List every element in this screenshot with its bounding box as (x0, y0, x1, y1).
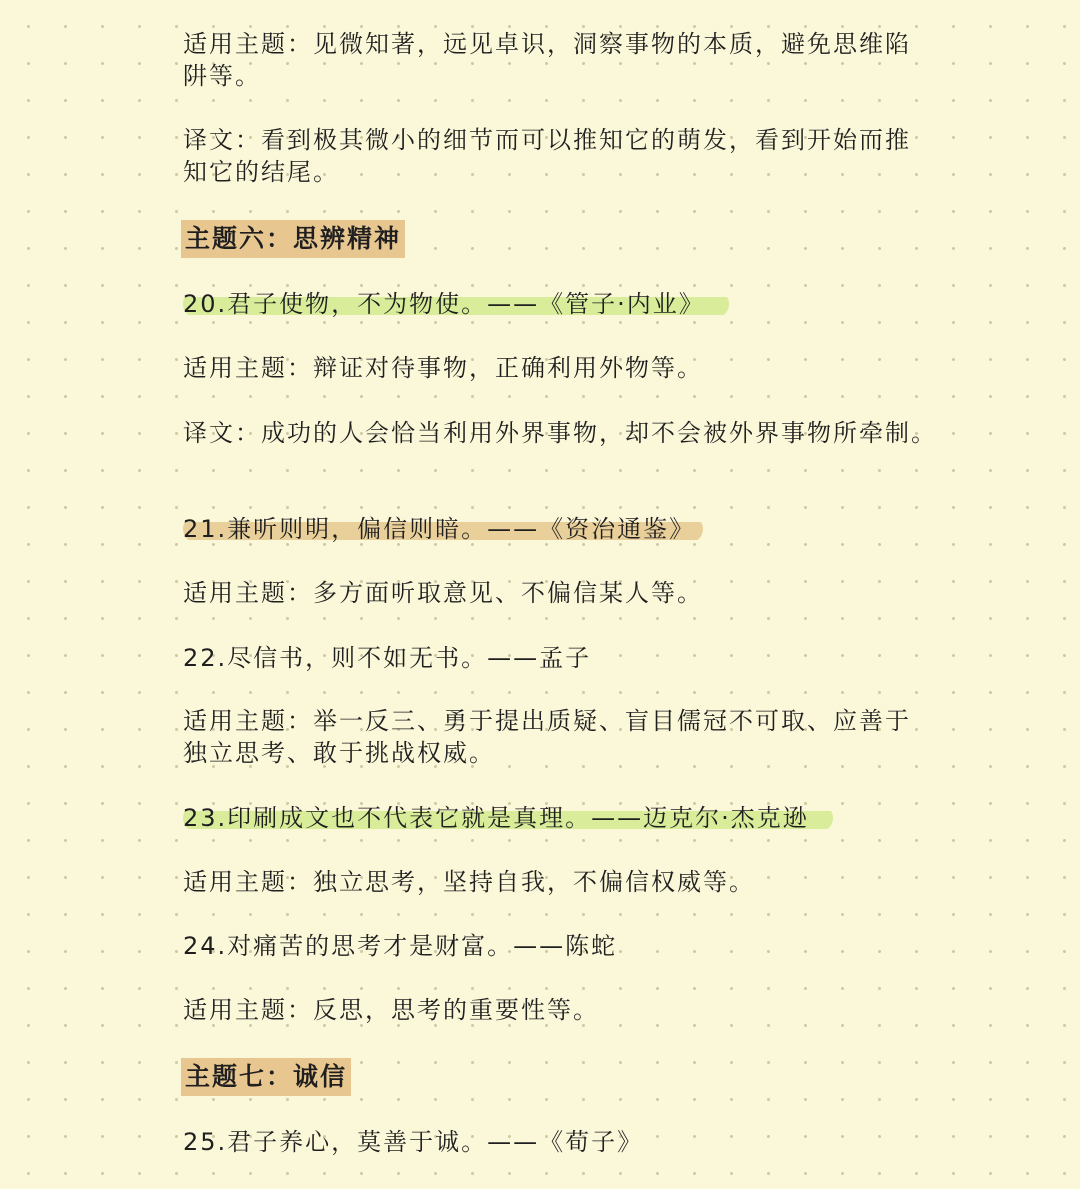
quote-23 (183, 802, 833, 834)
quote-23-text: 23.印刷成文也不代表它就是真理。——迈克尔·杰克逊 (183, 804, 833, 832)
translation-line-20: 译文：成功的人会恰当利用外界事物，却不会被外界事物所牵制。 (183, 419, 937, 447)
section-heading-theme-6: 主题六：思辨精神 (181, 220, 405, 258)
section-heading-theme-7: 主题七：诚信 (181, 1058, 351, 1096)
topic-line-20: 适用主题：辩证对待事物，正确利用外物等。 (183, 354, 703, 382)
topic-line-21: 适用主题：多方面听取意见、不偏信某人等。 (183, 579, 703, 607)
translation-line-19: 译文：看到极其微小的细节而可以推知它的萌发，看到开始而推知它的结尾。 (183, 126, 911, 186)
topic-line-24: 适用主题：反思，思考的重要性等。 (183, 996, 599, 1024)
quote-22: 22.尽信书，则不如无书。——孟子 (183, 644, 592, 672)
quote-20-text: 20.君子使物，不为物使。——《管子·内业》 (183, 290, 729, 318)
quote-21-text: 21.兼听则明，偏信则暗。——《资治通鉴》 (183, 515, 703, 543)
quote-24: 24.对痛苦的思考才是财富。——陈蛇 (183, 932, 618, 960)
quote-21 (183, 513, 703, 545)
topic-line-19: 适用主题：见微知著，远见卓识，洞察事物的本质，避免思维陷阱等。 (183, 30, 911, 90)
topic-line-22: 适用主题：举一反三、勇于提出质疑、盲目儒冠不可取、应善于独立思考、敢于挑战权威。 (183, 707, 911, 767)
quote-20 (183, 288, 729, 320)
topic-line-23: 适用主题：独立思考，坚持自我，不偏信权威等。 (183, 868, 755, 896)
quote-25: 25.君子养心，莫善于诚。——《荀子》 (183, 1128, 644, 1156)
